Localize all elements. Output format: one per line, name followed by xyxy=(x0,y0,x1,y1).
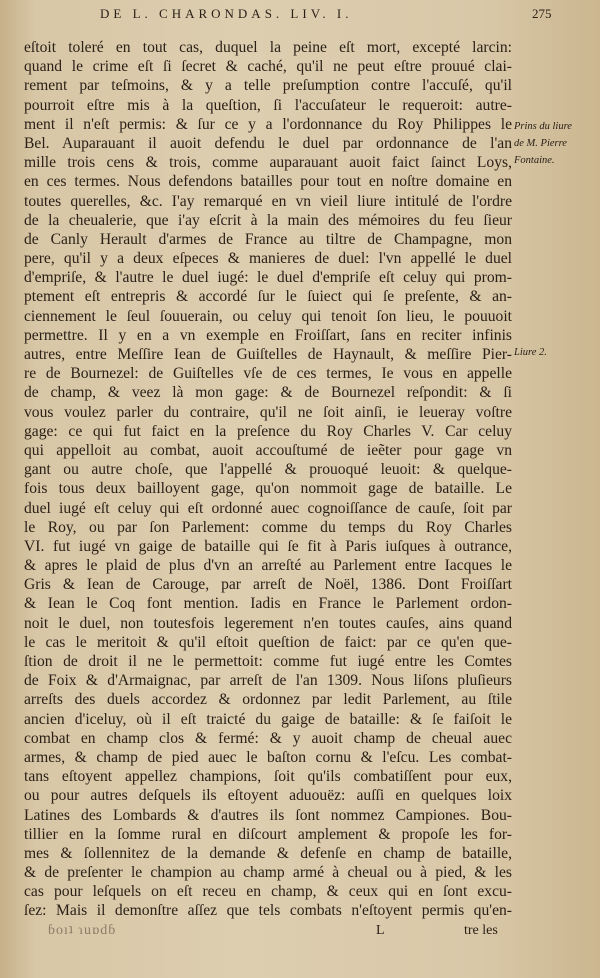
text-line: armes, & champ de pied auec le baſton cornu & l'eſcu. Les combat- xyxy=(24,748,512,766)
text-line: Latines des Lombards & d'autres ils ſont nommez Campiones. Bou- xyxy=(24,806,512,824)
text-line: VI. fut iugé vn gaige de bataille qui ſe fit à Paris iuſques à outrance, xyxy=(24,537,512,555)
show-through-text: ɓoıʇ ɿuɒdɓ xyxy=(48,922,117,938)
text-line: arreſts des duels accordez & ordonnez par ledit Parlement, au ſtile xyxy=(24,691,512,709)
text-line: le Roy, ou par ſon Parlement: comme du temps du Roy Charles xyxy=(24,518,512,536)
margin-note: de M. Pierre xyxy=(514,138,567,149)
text-line: gant ou autre choſe, que l'appellé & prouoqué leuoit: & quelque- xyxy=(24,461,512,479)
text-line: tillier en la ſomme rural en diſcourt amplement & propoſe les for- xyxy=(24,825,512,843)
text-line: de Canly Herault d'armes de France au tiltre de Champagne, mon xyxy=(24,230,512,248)
text-line: de Foix & d'Armaignac, par arreſt de l'an 1309. Nous liſons pluſieurs xyxy=(24,672,512,690)
text-line: autres, entre Meſſire Iean de Guiſtelles de Haynault, & meſſire Pier- xyxy=(24,346,512,363)
text-line: cas pour leſquels on eſt receu en champ, & ceux qui en ſont excu- xyxy=(24,883,512,901)
text-line: pere, qu'il y a deux eſpeces & manieres de duel: l'vn appellé le duel xyxy=(24,250,512,268)
text-line: en ces termes. Nous defendons batailles pour tout en noſtre domaine en xyxy=(24,173,512,191)
text-line: mes & ſollennitez de la demande & defenſe en champ de bataille, xyxy=(24,844,512,862)
text-line: permettre. Il y en a vn exemple en Froiſſart, ſans en reciter infinis xyxy=(24,326,512,344)
text-line: Gris & Iean de Carouge, par arreſt de Noël, 1386. Dont Froiſſart xyxy=(24,576,512,594)
text-line: pourroit eſtre mis à la queſtion, ſi l'accuſateur le requeroit: autre- xyxy=(24,96,512,114)
catchline xyxy=(24,921,512,940)
text-line: Bel. Auparauant il auoit defendu le duel par ordonnance de l'an xyxy=(24,134,512,152)
page-number: 275 xyxy=(532,6,552,21)
text-line: & de preſenter le champion au champ armé à cheual ou à pied, & les xyxy=(24,864,512,882)
text-line: vous voulez parler du contraire, qu'il ne ſoit ainſi, ie leueray voſtre xyxy=(24,403,512,421)
running-title: DE L. CHARONDAS. LIV. I. xyxy=(100,6,353,21)
text-line: ſez: Mais il demonſtre aſſez que tels combats n'eſtoyent permis qu'en- xyxy=(24,902,512,920)
text-line: ciennement le ſeul ſouuerain, ou celuy qui tenoit ſon lieu, le pouuoit xyxy=(24,307,512,325)
text-line: toutes querelles, &c. I'ay remarqué en vn vieil liure intitulé de l'ordre xyxy=(24,192,512,210)
text-line: fois tous deux bailloyent gage, qu'on nommoit gage de bataille. Le xyxy=(24,480,512,498)
margin-note: Liure 2. xyxy=(514,347,547,358)
margin-note: Fontaine. xyxy=(514,155,555,166)
text-line: ancien d'iceluy, où il eſt traicté du gaige de bataille: & ſe faiſoit le xyxy=(24,710,512,728)
text-line: rement par teſmoins, & y a telle preſumption contre l'accuſé, qu'il xyxy=(24,77,512,95)
signature-mark: L xyxy=(376,922,385,938)
running-head xyxy=(0,6,600,30)
text-line: tans eſtoyent appellez champions, ſoit qu'ils combatiſſent pour eux, xyxy=(24,768,512,786)
text-line: de champ, & veez là mon gage: & de Bournezel reſpondit: & ſi xyxy=(24,384,512,402)
text-line: combat en champ clos & fermé: & y auoit champ de cheual auec xyxy=(24,729,512,747)
body-text xyxy=(24,38,512,940)
text-line: mille trois cens & trois, comme auparauant auoit faict ſainct Loys, xyxy=(24,154,512,172)
text-line: ment il n'eſt permis: & ſur ce y a l'ordonnance du Roy Philippes le xyxy=(24,115,512,133)
text-line: noit le duel, non toutesfois legerement n'en toutes cauſes, ains quand xyxy=(24,614,512,632)
text-line: re de Bournezel: de Guiſtelles vſe de ces termes, Ie vous en appelle xyxy=(24,365,512,383)
text-line: ptement eſt entrepris & accordé ſur le ſuiect qui ſe preſente, & an- xyxy=(24,288,512,306)
text-line: ou pour autres deſquels ils eſtoyent aduouëz: auſſi en quelques loix xyxy=(24,787,512,805)
text-line: le cas le meritoit & qu'il eſtoit queſtion de faict: par ce qu'en que- xyxy=(24,633,512,651)
catchword: tre les xyxy=(464,922,498,938)
text-line: quand le crime eſt ſi ſecret & caché, qu'il ne peut eſtre prouué clai- xyxy=(24,58,512,76)
text-line: & Iean le Coq font mention. Iadis en France le Parlement ordon- xyxy=(24,595,512,613)
text-line: duel iugé eſt celuy qui eſt ordonné auec cognoiſſance de cauſe, ſoit par xyxy=(24,499,512,517)
text-line: & apres le plaid de plus d'vn an arreſté au Parlement entre Iacques le xyxy=(24,557,512,575)
text-line: qui appelloit au combat, auoit accouſtumé de ieẽter pour gage vn xyxy=(24,441,512,459)
text-line: d'empriſe, & l'autre le duel iugé: le duel d'empriſe eſt celuy qui prom- xyxy=(24,269,512,287)
text-line: gage: ce qui fut faict en la preſence du Roy Charles V. Car celuy xyxy=(24,422,512,440)
text-line: eſtoit toleré en tout cas, duquel la peine eſt mort, excepté larcin: xyxy=(24,39,512,56)
text-line: de la cheualerie, que i'ay eſcrit à la main des mémoires du feu ſieur xyxy=(24,211,512,229)
text-line: ſtion de droit il ne le permettoit: comme fut iugé entre les Comtes xyxy=(24,653,512,670)
margin-note: Prins du liure xyxy=(514,121,572,132)
